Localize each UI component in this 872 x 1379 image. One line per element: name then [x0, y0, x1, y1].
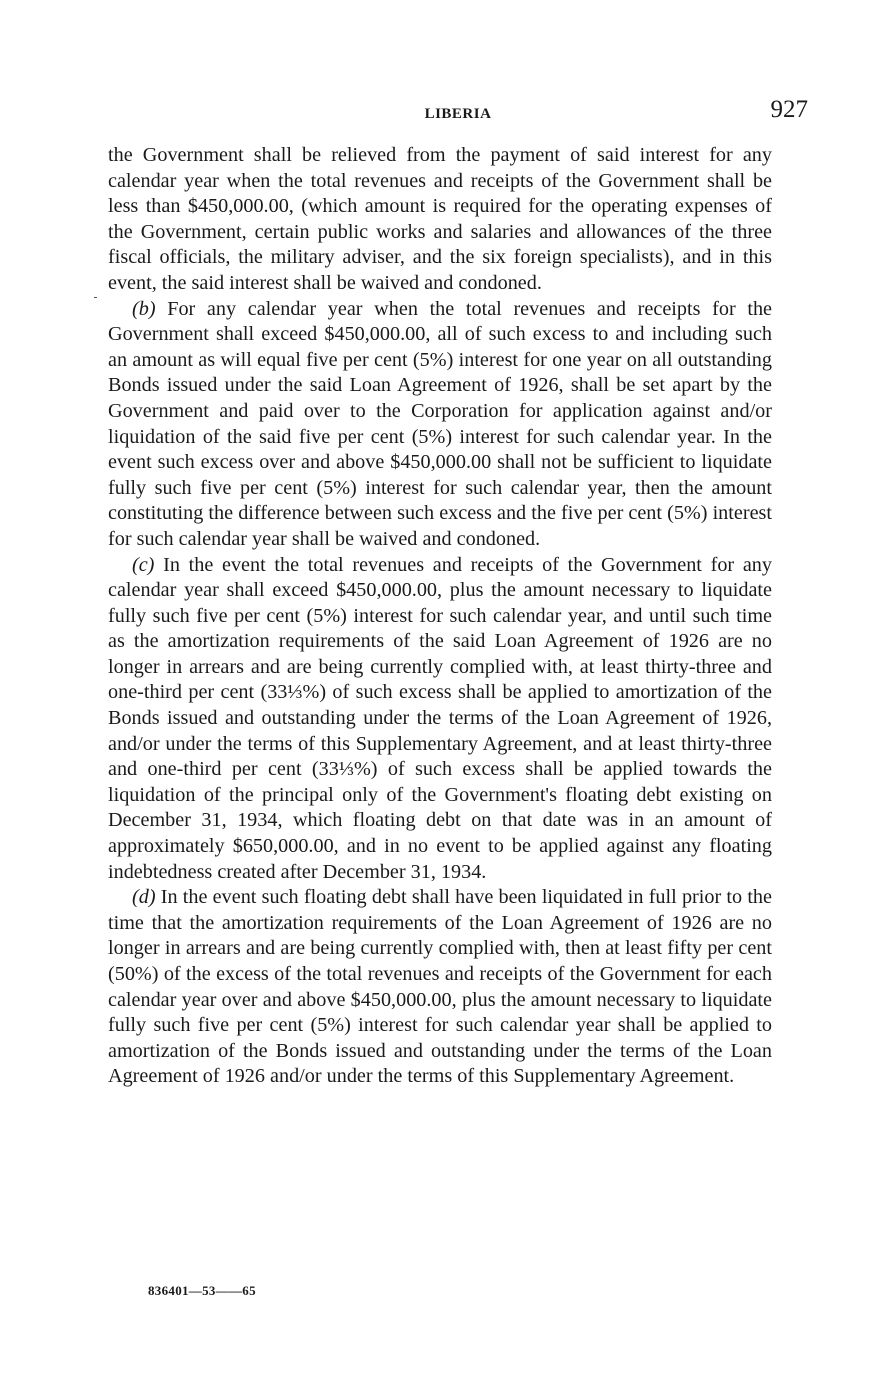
print-code: 836401—53——65 — [148, 1283, 256, 1298]
page-number: 927 — [770, 96, 808, 123]
body-text — [108, 143, 772, 1090]
paragraph-text: In the event such floating debt shall have been liquidated in full prior to the time that the amortization requirements of the Loan Agreement of 1926 are no longer in arrears and are being currently complied with, then at least fifty per cent (50%) of the excess of the total revenues and receipts of the Government for each calendar year over and above $450,000.00, plus the amount necessary to liquidate fully such five per cent (5%) interest for such calendar year shall be applied to amortization of the Bonds issued and outstanding under the terms of the Loan Agreement of 1926 and/or under the terms of this Supplementary Agreement. — [108, 886, 772, 1088]
paragraph-b — [108, 297, 772, 553]
paragraph-letter: (b) — [132, 297, 156, 320]
page-header — [108, 96, 808, 136]
paragraph-text: In the event the total revenues and receipts of the Government for any calendar year shall exceed $450,000.00, plus the amount necessary to liquidate fully such five per cent (5%) interest for such calendar year, and until such time as the amortization requirements of the said Loan Agreement of 1926 are no longer in arrears and are being currently complied with, at least thirty-three and one-third per cent (33⅓%) of such excess shall be applied to amortization of the Bonds issued and outstanding under the terms of the Loan Agreement of 1926, and/or under the terms of this Supplementary Agreement, and at least thirty-three and one-third per cent (33⅓%) of such excess shall be applied towards the liquidation of the principal only of the Government's floating debt existing on December 31, 1934, which floating debt on that date was in an amount of approximately $650,000.00, and in no event to be applied against any floating indebtedness created after December 31, 1934. — [108, 553, 772, 883]
stray-print-mark — [94, 297, 97, 298]
paragraph-letter: (c) — [132, 553, 155, 576]
paragraph-continuation — [108, 143, 772, 297]
running-head: LIBERIA — [424, 106, 492, 122]
paragraph-text: For any calendar year when the total revenues and receipts for the Government shall exceed $450,000.00, all of such excess to and including such an amount as will equal five per cent (5%) interest for one year on all outstanding Bonds issued under the said Loan Agreement of 1926, shall be set apart by the Government and paid over to the Corporation for application against and/or liquidation of the said five per cent (5%) interest for such calendar year. In the event such excess over and above $450,000.00 shall not be sufficient to liquidate fully such five per cent (5%) interest for such calendar year, then the amount constituting the difference between such excess and the five per cent (5%) interest for such calendar year shall be waived and condoned. — [108, 297, 772, 550]
paragraph-text: the Government shall be relieved from the payment of said interest for any calendar year when the total revenues and receipts of the Government shall be less than $450,000.00, (which amount is required for the operating expenses of the Government, certain public works and salaries and allowances of the three fiscal officials, the military adviser, and the six foreign specialists), and in this event, the said interest shall be waived and condoned. — [108, 144, 772, 294]
paragraph-d — [108, 885, 772, 1090]
paragraph-letter: (d) — [132, 886, 156, 909]
paragraph-c — [108, 553, 772, 886]
